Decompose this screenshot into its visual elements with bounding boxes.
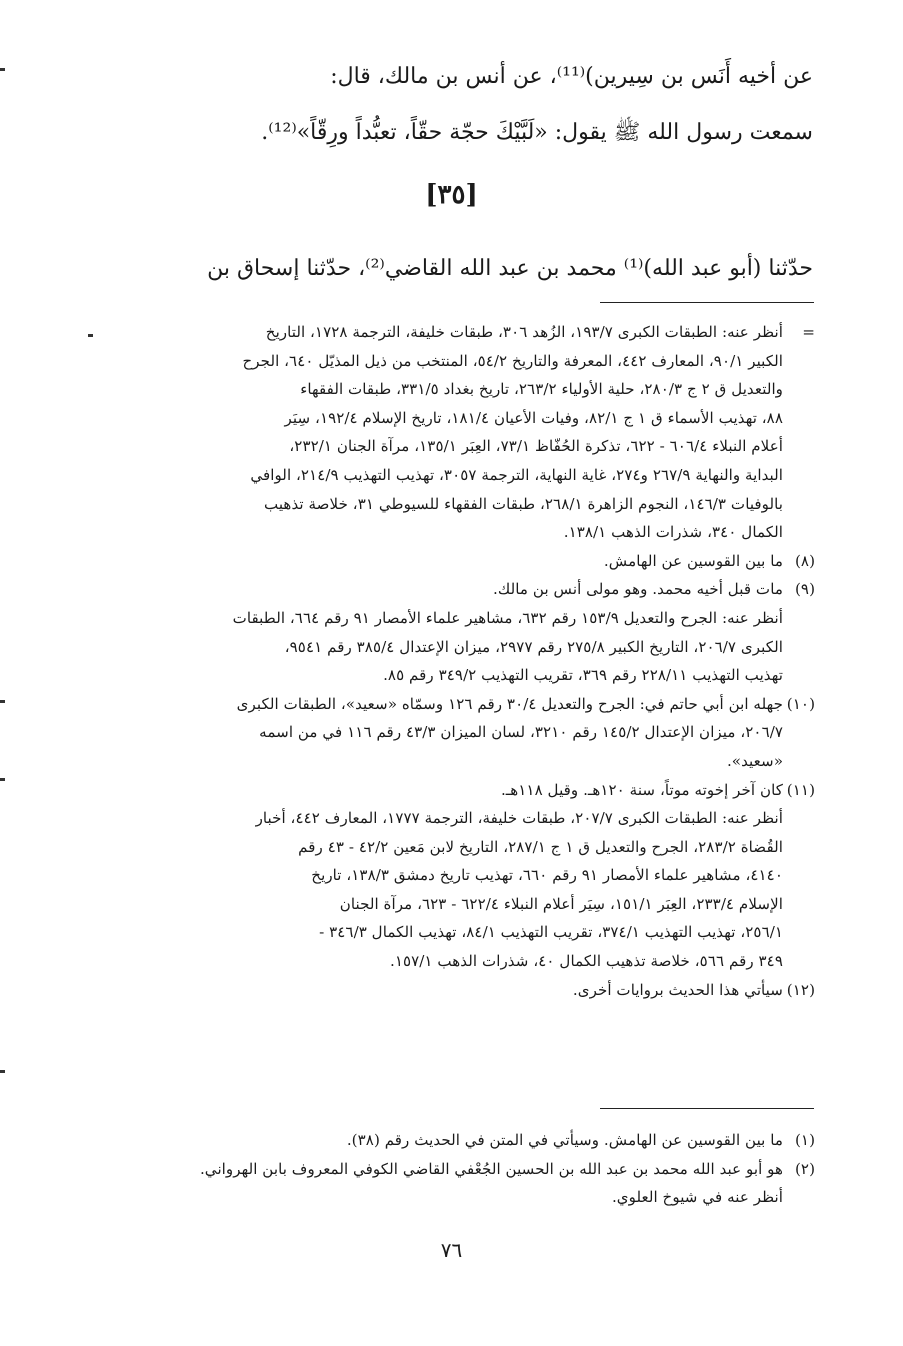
footnote-number: (١٠): [786, 694, 815, 713]
main-text-line-1: عن أخيه أَنَس بن سِيرين)⁽¹¹⁾، عن أنس بن مالك، قال:: [330, 64, 813, 89]
footnote-line: أنظر عنه في شيوخ العلوي.: [611, 1188, 783, 1207]
footnote-number: (٩): [794, 580, 815, 599]
main-text-line-2: سمعت رسول الله ﷺ يقول: «لَبَّيْكَ حجّة حقّاً، تعبُّداً ورِقّاً»⁽¹²⁾.: [261, 120, 813, 145]
footnote-line: الكبرى ٢٠٦/٧، التاريخ الكبير ٢٧٥/٨ رقم ٢٩٧٧، ميزان الإعتدال ٣٨٥/٤ رقم ٩٥٤١،: [284, 637, 783, 656]
footnote-item: [108, 575, 815, 604]
footnote-number: (٨): [794, 551, 815, 570]
main-text-line-3: حدّثنا (أبو عبد الله)⁽¹⁾ محمد بن عبد الله القاضي⁽²⁾، حدّثنا إسحاق بن: [207, 256, 813, 281]
footnotes-lower: [108, 1126, 815, 1212]
footnote-number: (١): [794, 1131, 815, 1149]
footnote-line: بالوفيات ١٤٦/٣، النجوم الزاهرة ٢٦٨/١، طبقات الفقهاء للسيوطي ٣١، خلاصة تذهيب: [263, 494, 783, 513]
footnote-number: (١٢): [786, 980, 815, 999]
footnotes-upper: [108, 318, 815, 1004]
footnote-line: سيأتي هذا الحديث بروايات أخرى.: [572, 980, 783, 999]
page-number: ٧٦: [440, 1238, 463, 1262]
footnote-item: [108, 690, 815, 776]
footnote-line: ٢٥٦/١، تهذيب التهذيب ٣٧٤/١، تقريب التهذيب ٨٤/١، تهذيب الكمال ٣٤٦/٣ -: [319, 923, 783, 942]
scan-edge-mark: [0, 700, 5, 703]
footnote-line: أنظر عنه: الطبقات الكبرى ٢٠٧/٧، طبقات خليفة، الترجمة ١٧٧٧، المعارف ٤٤٢، أخبار: [255, 809, 783, 828]
scan-edge-mark: [0, 1070, 5, 1073]
footnote-line: ما بين القوسين عن الهامش. وسيأتي في المتن في الحديث رقم (٣٨).: [346, 1131, 783, 1149]
footnote-line: ٨٨، تهذيب الأسماء ق ١ ج ٨٢/١، وفيات الأعيان ١٨١/٤، تاريخ الإسلام ١٩٢/٤، سِيَر: [284, 408, 783, 427]
footnote-item: [108, 318, 815, 547]
footnote-item: [108, 1126, 815, 1155]
footnote-line: الكمال ٣٤٠، شذرات الذهب ١٣٨/١.: [563, 523, 783, 542]
footnote-continuation: [108, 604, 815, 690]
footnote-line: هو أبو عبد الله محمد بن عبد الله بن الحسين الجُعْفي القاضي الكوفي المعروف بابن الهرواني.: [199, 1159, 783, 1178]
footnote-line: ٢٠٦/٧، ميزان الإعتدال ١٤٥/٢ رقم ٣٢١٠، لسان الميزان ٤٣/٣ رقم ١١٦ في من اسمه: [259, 723, 783, 742]
footnote-line: «سعيد».: [726, 751, 783, 770]
footnote-item: [108, 547, 815, 576]
footnote-line: كان آخر إخوته موتاً، سنة ١٢٠هـ. وقيل ١١٨هـ.: [500, 780, 783, 799]
footnote-line: أنظر عنه: الطبقات الكبرى ١٩٣/٧، الزُهد ٣٠٦، طبقات خليفة، الترجمة ١٧٢٨، التاريخ: [265, 323, 783, 341]
footnote-line: البداية والنهاية ٢٦٧/٩ و٢٧٤، غاية النهاية، الترجمة ٣٠٥٧، تهذيب التهذيب ٢١٤/٩، الوافي: [250, 465, 783, 484]
footnote-separator-upper: [600, 302, 814, 303]
footnote-line: جهله ابن أبي حاتم في: الجرح والتعديل ٣٠/٤ رقم ١٢٦ وسمّاه «سعيد»، الطبقات الكبرى: [236, 694, 783, 713]
footnote-item: [108, 976, 815, 1005]
hadith-number-heading: [٣٥]: [425, 180, 478, 210]
footnote-item: [108, 776, 815, 805]
scan-edge-mark: [88, 334, 93, 337]
footnote-number: (١١): [786, 780, 815, 799]
footnote-number: =: [802, 323, 815, 341]
footnote-line: القُضاة ٢٨٣/٢، الجرح والتعديل ق ١ ج ٢٨٧/١، التاريخ لابن مَعين ٤٢/٢ - ٤٣ رقم: [298, 837, 783, 856]
footnote-line: أنظر عنه: الجرح والتعديل ١٥٣/٩ رقم ٦٣٢، مشاهير علماء الأمصار ٩١ رقم ٦٦٤، الطبقات: [232, 608, 783, 627]
footnote-line: الكبير ٩٠/١، المعارف ٤٤٢، المعرفة والتاريخ ٥٤/٢، المنتخب من ذيل المذيّل ٦٤٠، الجرح: [242, 351, 783, 370]
footnote-line: ما بين القوسين عن الهامش.: [603, 551, 783, 570]
scan-edge-mark: [0, 778, 5, 781]
footnote-line: والتعديل ق ٢ ج ٢٨٠/٣، حلية الأولياء ٢٦٣/٢، تاريخ بغداد ٣٣١/٥، طبقات الفقهاء: [300, 380, 783, 399]
footnote-line: مات قبل أخيه محمد. وهو مولى أنس بن مالك.: [493, 580, 783, 599]
footnote-item: [108, 1155, 815, 1212]
footnote-number: (٢): [794, 1159, 815, 1178]
footnote-line: تهذيب التهذيب ٢٢٨/١١ رقم ٣٦٩، تقريب التهذيب ٣٤٩/٢ رقم ٨٥.: [383, 666, 783, 685]
footnote-line: ٤١٤٠، مشاهير علماء الأمصار ٩١ رقم ٦٦٠، تهذيب تاريخ دمشق ١٣٨/٣، تاريخ: [311, 866, 783, 885]
footnote-line: الإسلام ٢٣٣/٤، العِبَر ١٥١/١، سِيَر أعلام النبلاء ٦٢٢/٤ - ٦٢٣، مرآة الجنان: [339, 894, 783, 913]
scan-edge-mark: [0, 68, 5, 71]
footnote-line: أعلام النبلاء ٦٠٦/٤ - ٦٢٢، تذكرة الحُفّاظ ٧٣/١، العِبَر ١٣٥/١، مرآة الجنان ٢٣٢/١،: [289, 437, 783, 456]
footnote-separator-lower: [600, 1108, 814, 1109]
footnote-line: ٣٤٩ رقم ٥٦٦، خلاصة تذهيب الكمال ٤٠، شذرات الذهب ١٥٧/١.: [389, 952, 783, 971]
footnote-continuation: [108, 804, 815, 976]
